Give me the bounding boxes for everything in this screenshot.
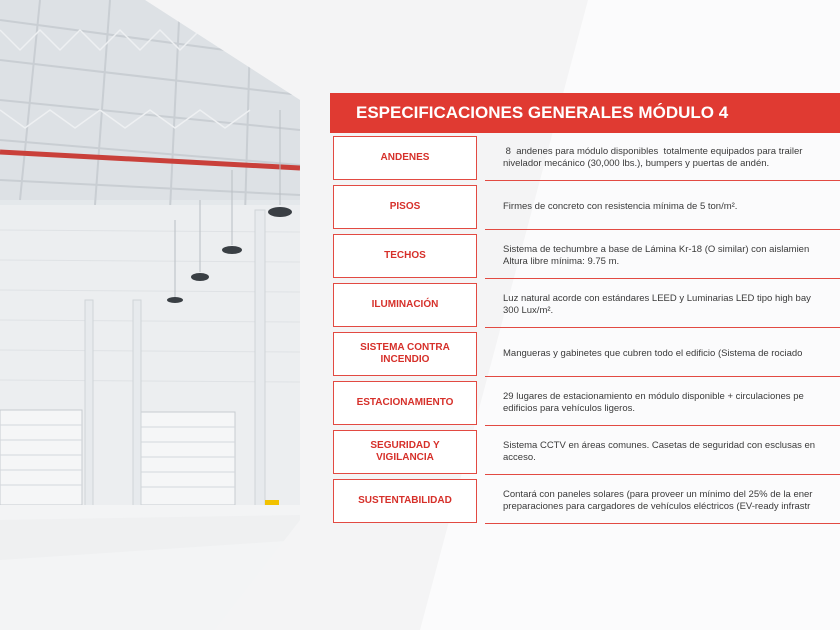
spec-description: Mangueras y gabinetes que cubren todo el edificio (Sistema de rociado: [485, 332, 840, 377]
spec-description: Luz natural acorde con estándares LEED y Luminarias LED tipo high bay 300 Lux/m².: [485, 283, 840, 328]
spec-description: 8 andenes para módulo disponibles totalmente equipados para trailer nivelador mecánico (30,000 lbs.), bumpers y puertas de andén.: [485, 136, 840, 181]
spec-description: 29 lugares de estacionamiento en módulo disponible + circulaciones pe edificios para vehículos ligeros.: [485, 381, 840, 426]
warehouse-illustration: [0, 0, 300, 630]
spec-label: TECHOS: [333, 234, 477, 278]
spec-row-sistema-contra-incendio: [330, 332, 840, 378]
spec-row-pisos: [330, 185, 840, 231]
spec-label: ESTACIONAMIENTO: [333, 381, 477, 425]
spec-description: Sistema CCTV en áreas comunes. Casetas de seguridad con esclusas en acceso.: [485, 430, 840, 475]
spec-label: SEGURIDAD Y VIGILANCIA: [333, 430, 477, 474]
spec-label: ILUMINACIÓN: [333, 283, 477, 327]
spec-row-estacionamiento: [330, 381, 840, 427]
spec-label: PISOS: [333, 185, 477, 229]
spec-row-iluminacion: [330, 283, 840, 329]
spec-row-sustentabilidad: [330, 479, 840, 525]
spec-panel: [330, 93, 840, 525]
spec-description: Contará con paneles solares (para proveer un mínimo del 25% de la ener preparaciones para cargadores de vehículos eléctricos (EV-ready infrastr: [485, 479, 840, 524]
spec-row-techos: [330, 234, 840, 280]
spec-label: ANDENES: [333, 136, 477, 180]
spec-label: SUSTENTABILIDAD: [333, 479, 477, 523]
spec-label: SISTEMA CONTRA INCENDIO: [333, 332, 477, 376]
warehouse-photo: [0, 0, 300, 630]
spec-row-seguridad-y-vigilancia: [330, 430, 840, 476]
spec-description: Sistema de techumbre a base de Lámina Kr-18 (O similar) con aislamien Altura libre mínima: 9.75 m.: [485, 234, 840, 279]
spec-row-andenes: [330, 136, 840, 182]
panel-title: ESPECIFICACIONES GENERALES MÓDULO 4: [330, 93, 840, 133]
spec-description: Firmes de concreto con resistencia mínima de 5 ton/m².: [485, 185, 840, 230]
